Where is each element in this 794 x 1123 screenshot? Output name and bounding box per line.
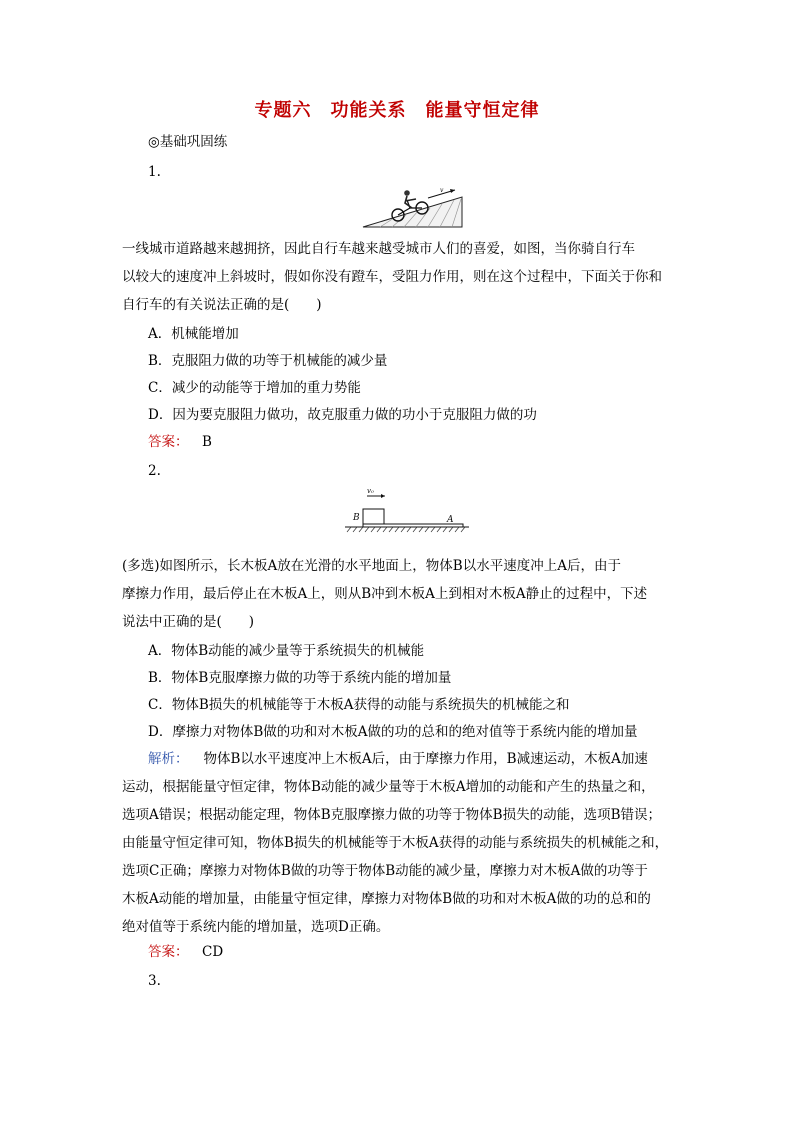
q2-analysis-line-3: 选项A错误；根据动能定理，物体B克服摩擦力做的功等于物体B损失的动能，选项B错误； (122, 807, 662, 823)
q2-option-b: B．物体B克服摩擦力做的功等于系统内能的增加量 (148, 670, 452, 686)
q2-analysis-line-2: 运动，根据能量守恒定律，物体B动能的减少量等于木板A增加的动能和产生的热量之和， (122, 779, 655, 795)
q2-stem-line-3: 说法中正确的是( ) (122, 614, 255, 630)
q2-option-d: D．摩擦力对物体B做的功和对木板A做的功的总和的绝对值等于系统内能的增加量 (148, 724, 638, 740)
q1-option-b: B．克服阻力做的功等于机械能的减少量 (148, 353, 388, 369)
q2-v0-label: v₀ (367, 487, 374, 495)
q2-analysis-line-4: 由能量守恒定律可知，物体B损失的机械能等于木板A获得的动能与系统损失的机械能之和， (122, 835, 669, 851)
q1-stem-line-1: 一线城市道路越来越拥挤，因此自行车越来越受城市人们的喜爱，如图，当你骑自行车 (122, 241, 635, 257)
q2-analysis-line-6: 木板A动能的增加量，由能量守恒定律，摩擦力对物体B做的功和对木板A做的功的总和的 (122, 891, 651, 907)
q1-option-a: A．机械能增加 (148, 326, 239, 342)
section-heading: ◎基础巩固练 (148, 134, 228, 150)
q1-answer: B (202, 434, 212, 450)
q2-number: 2. (148, 463, 161, 479)
q1-answer-label: 答案： (148, 434, 189, 450)
q2-analysis-line-5: 选项C正确；摩擦力对物体B做的功等于物体B动能的减少量，摩擦力对木板A做的功等于 (122, 863, 648, 879)
q1-velocity-label: v (440, 187, 444, 194)
q2-stem-line-1: (多选)如图所示，长木板A放在光滑的水平地面上，物体B以水平速度冲上A后，由于 (122, 558, 621, 574)
page-title: 专题六 功能关系 能量守恒定律 (254, 100, 540, 121)
q2-answer-label: 答案： (148, 944, 189, 960)
q2-stem-line-2: 摩擦力作用，最后停止在木板A上，则从B冲到木板A上到相对木板A静止的过程中，下述 (122, 586, 648, 602)
q3-number: 3. (148, 973, 161, 989)
q1-option-c: C．减少的动能等于增加的重力势能 (148, 380, 361, 396)
q2-board-figure (343, 484, 471, 534)
q1-bicycle-figure (360, 186, 464, 230)
q2-answer: CD (202, 944, 224, 960)
q2-analysis-line-7: 绝对值等于系统内能的增加量，选项D正确。 (122, 919, 390, 935)
q2-analysis-line-1: 物体B以水平速度冲上木板A后，由于摩擦力作用，B减速运动，木板A加速 (190, 751, 648, 767)
q1-number: 1. (148, 164, 161, 180)
q1-option-d: D．因为要克服阻力做功，故克服重力做的功小于克服阻力做的功 (148, 407, 537, 423)
q2-a-label: A (447, 515, 454, 525)
q2-analysis-label: 解析： (148, 751, 189, 767)
q2-option-a: A．物体B动能的减少量等于系统损失的机械能 (148, 643, 425, 659)
q1-stem-line-3: 自行车的有关说法正确的是( ) (122, 297, 322, 313)
q2-option-c: C．物体B损失的机械能等于木板A获得的动能与系统损失的机械能之和 (148, 697, 570, 713)
q2-b-label: B (353, 513, 360, 523)
q1-stem-line-2: 以较大的速度冲上斜坡时，假如你没有蹬车，受阻力作用，则在这个过程中，下面关于你和 (122, 269, 662, 285)
